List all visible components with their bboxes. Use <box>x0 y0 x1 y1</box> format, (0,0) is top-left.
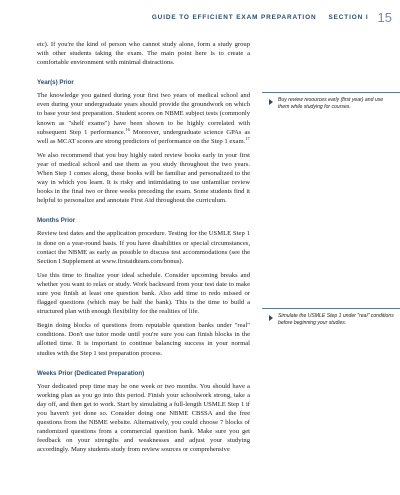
months-prior-paragraph-3: Begin doing blocks of questions from reputable question banks under "real" conditions. Don't use tutor mode until you're sure you can finish blocks in the allotted time. It is important to continue balancing success in your normal studies with the Step 1 test preparation process. <box>37 322 250 357</box>
page-number: 15 <box>377 9 392 25</box>
sidenote-1 <box>269 97 395 112</box>
weeks-prior-paragraph-1: Your dedicated prep time may be one week or two months. You should have a working plan as you go into this period. Finish your schoolwork strong, take a day off, and then get to work. Start by simulating a full-length USMLE Step 1 if you haven't yet done so. Consider doing one NBME CBSSA and the free questions from the NBME website. Alternatively, you could choose 7 blocks of randomized questions from a commercial question bank. Make sure you get feedback on your strengths and weaknesses and adjust your studying accordingly. Many students study from review sources or comprehensive <box>37 382 250 454</box>
heading-months-prior: Months Prior <box>37 217 76 225</box>
running-header-title: GUIDE TO EFFICIENT EXAM PREPARATION <box>151 13 317 21</box>
reference-16: 16 <box>125 126 130 132</box>
months-prior-paragraph-2: Use this time to finalize your ideal schedule. Consider upcoming breaks and whether you want to relax or study. Work backward from your test date to make sure you finish at least one question bank. Also add time to redo missed or flagged questions (which may be half the bank). This is the time to build a structured plan with enough flexibility for the realities of life. <box>37 271 250 316</box>
sidenote-2-text: Simulate the USMLE Step 1 under "real" conditions before beginning your studies. <box>278 313 394 327</box>
reference-17: 17 <box>245 135 250 141</box>
sidenote-top-rule-2 <box>262 308 400 309</box>
sidenote-2 <box>269 313 395 328</box>
year-prior-paragraph-1 <box>37 91 250 146</box>
main-text-column <box>37 40 250 454</box>
running-header-section: SECTION I <box>328 13 369 21</box>
triangle-bullet-icon <box>269 315 273 321</box>
sidenote-top-rule-1 <box>262 92 400 93</box>
sidenote-1-text: Buy review resources early (first year) and use them while studying for courses. <box>278 97 384 111</box>
months-prior-paragraph-1: Review test dates and the application procedure. Testing for the USMLE Step 1 is done on a year-round basis. If you have disabilities or special circumstances, contact the NBME as early as possible to discuss test accommodations (see the Section I Supplement at www.firstaidteam.com/bonus). <box>37 230 250 265</box>
heading-weeks-prior: Weeks Prior (Dedicated Preparation) <box>37 369 145 377</box>
running-header <box>151 9 400 25</box>
year-prior-paragraph-2: We also recommend that you buy highly rated review books early in your first year of medical school and use them as you study throughout the two years. When Step 1 comes along, these books will be familiar and personalized to the way in which you learn. It is risky and intimidating to use unfamiliar review books in the final two or three weeks preceding the exam. Some students find it helpful to personalize and annotate First Aid throughout the curriculum. <box>37 151 250 205</box>
triangle-bullet-icon <box>269 99 273 105</box>
year-prior-p1-tail: Moreover, undergraduate science GPAs as well as MCAT scores are strong predictors of performance on the Step 1 exam. <box>37 128 250 145</box>
intro-paragraph: etc). If you're the kind of person who cannot study alone, form a study group with other students taking the exam. The main point here is to create a comfortable environment with minimal distractions. <box>37 41 250 67</box>
year-prior-p1-text: The knowledge you gained during your first two years of medical school and even during your undergraduate years should provide the groundwork on which to base your test preparation. Student scores on NBME subject tests (commonly known as "shelf exams") have been shown to be highly correlated with subsequent Step 1 performance. <box>37 92 250 136</box>
heading-year-prior: Year(s) Prior <box>37 79 74 87</box>
